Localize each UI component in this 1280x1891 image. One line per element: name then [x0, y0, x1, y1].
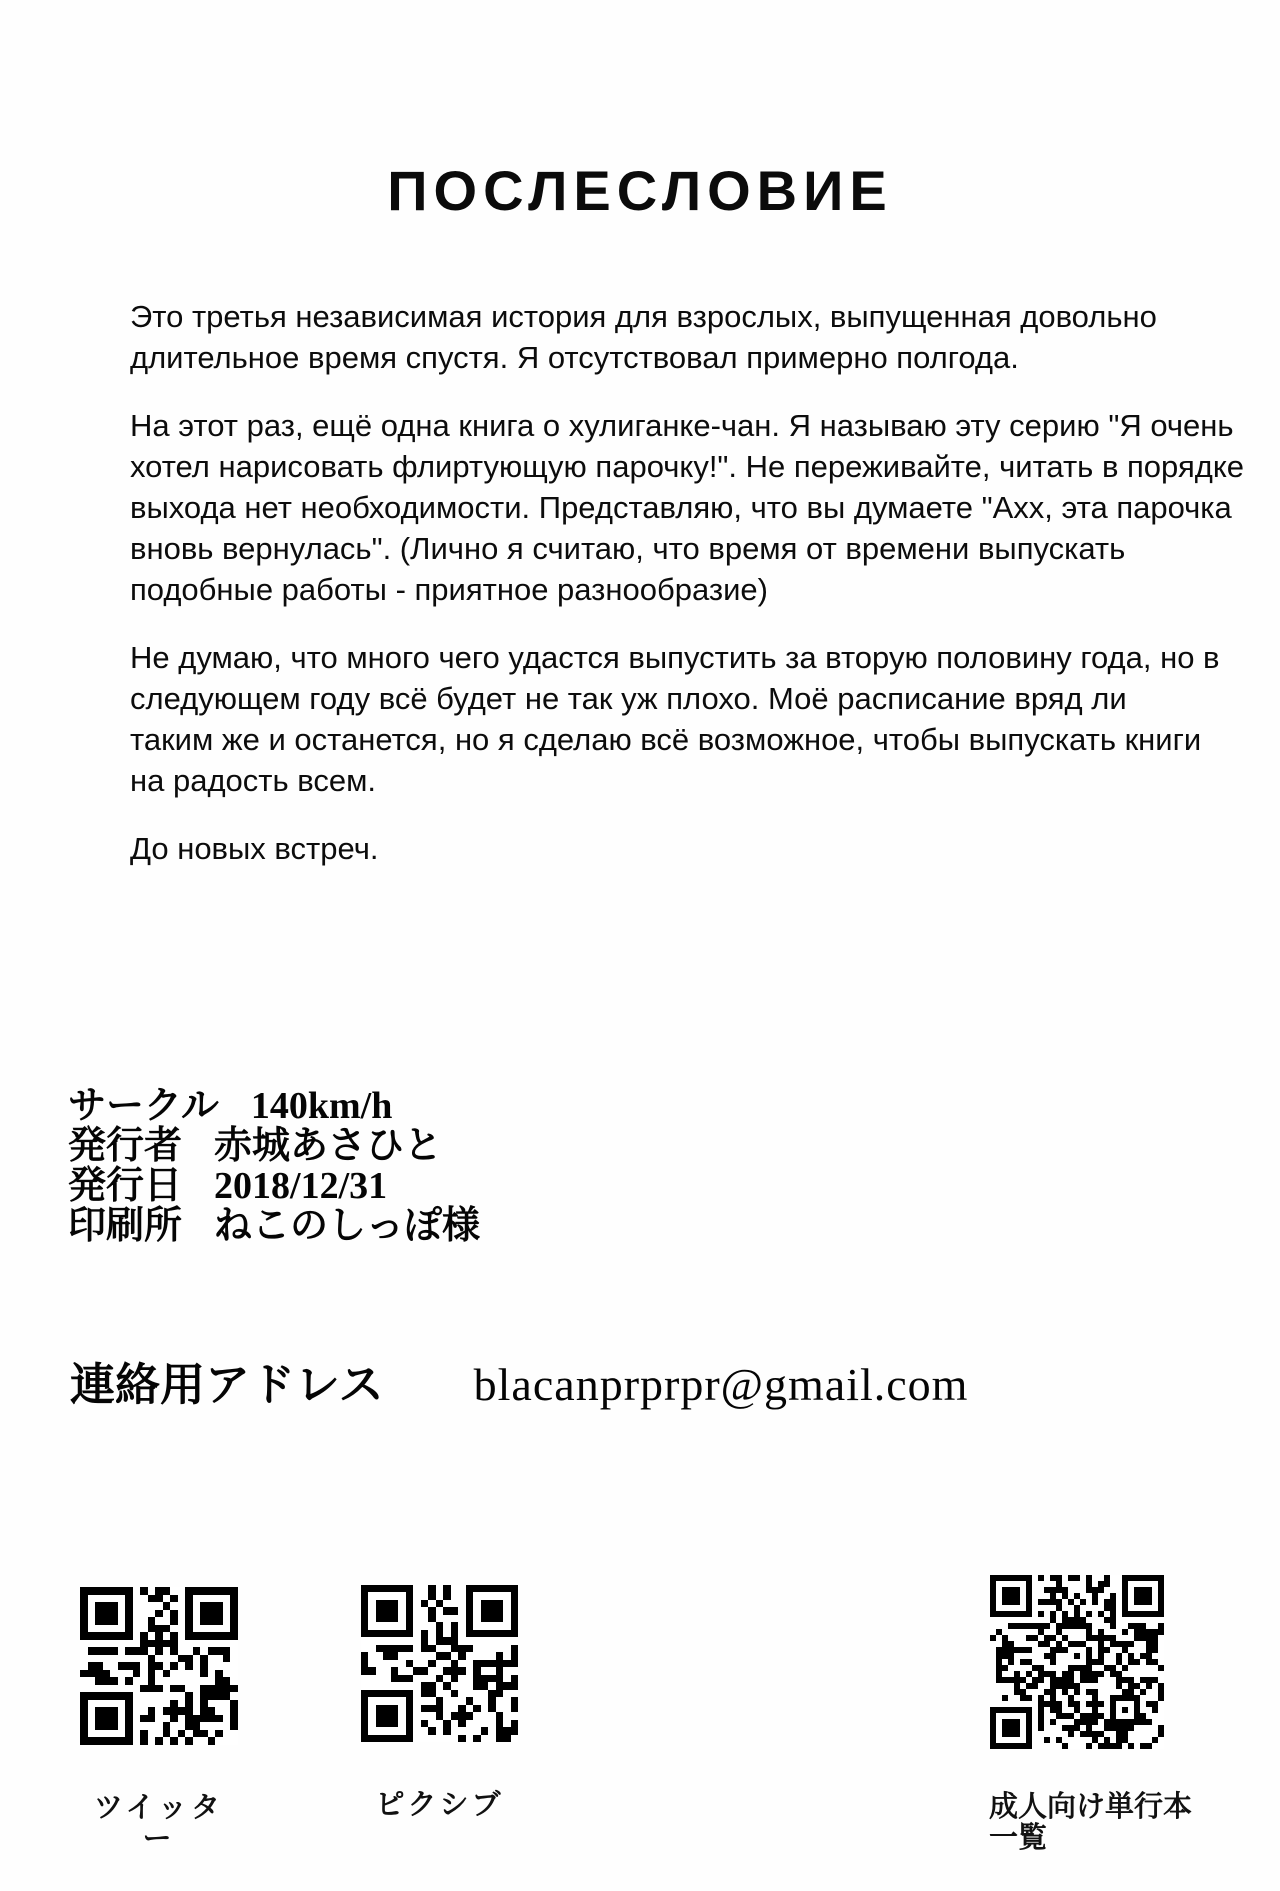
credit-label: 発行日: [68, 1165, 183, 1207]
text-line: Не думаю, что много чего удастся выпустить за вторую половину года, но в: [130, 640, 1220, 675]
qr-label-twitter: [80, 1793, 238, 1855]
text-line: На этот раз, ещё одна книга о хулиганке-чан. Я называю эту серию "Я очень: [130, 408, 1234, 443]
contact-row: [70, 1348, 968, 1413]
credit-label: 印刷所: [68, 1205, 183, 1247]
credit-value: 赤城あさひと: [214, 1125, 443, 1167]
credit-value: 140km/h: [250, 1085, 393, 1127]
qr-label-adult-tankobon-list: [989, 1792, 1219, 1854]
credit-row-publisher: [68, 1126, 480, 1166]
text-line: следующем году всё будет не так уж плохо. Моё расписание вряд ли: [130, 681, 1127, 716]
text-line: подобные работы - приятное разнообразие): [130, 572, 768, 607]
qr-code-pixiv: [361, 1585, 518, 1742]
credit-row-printer: [68, 1206, 480, 1246]
qr-label-line: 成人向け単行本: [989, 1791, 1193, 1823]
text-line: вновь вернулась". (Лично я считаю, что время от времени выпускать: [130, 531, 1126, 566]
text-line: длительное время спустя. Я отсутствовал примерно полгода.: [130, 340, 1019, 375]
text-line: на радость всем.: [130, 763, 377, 798]
credit-row-date: [68, 1166, 480, 1206]
page-title: ПОСЛЕСЛОВИЕ: [387, 159, 893, 222]
qr-label-line: ツイッター: [94, 1792, 224, 1855]
credit-value: 2018/12/31: [214, 1165, 388, 1207]
afterword-paragraph: [130, 637, 1220, 801]
credit-row-circle: [68, 1086, 480, 1126]
credit-label: サークル: [68, 1085, 219, 1127]
credits-block: [68, 1086, 480, 1246]
qr-label-pixiv: [361, 1790, 518, 1821]
text-line: Это третья независимая история для взрослых, выпущенная довольно: [130, 299, 1157, 334]
qr-code-adult-tankobon-list: [990, 1575, 1164, 1749]
credit-value: ねこのしっぽ様: [214, 1205, 481, 1247]
credit-label: 発行者: [68, 1125, 183, 1167]
qr-label-line: 一覧: [989, 1822, 1048, 1854]
text-line: До новых встреч.: [130, 831, 379, 866]
text-line: таким же и останется, но я сделаю всё возможное, чтобы выпускать книги: [130, 722, 1202, 757]
afterword-paragraph: [130, 405, 1244, 610]
qr-label-line: ピクシブ: [375, 1789, 504, 1821]
contact-label: 連絡用アドレス: [70, 1360, 384, 1410]
afterword-paragraph: [130, 296, 1205, 378]
text-line: хотел нарисовать флиртующую парочку!". Не переживайте, читать в порядке: [130, 449, 1244, 484]
text-line: выхода нет необходимости. Представляю, что вы думаете "Ахх, эта парочка: [130, 490, 1232, 525]
qr-code-twitter: [80, 1587, 238, 1745]
afterword-body: [130, 296, 1244, 869]
contact-email: blacanprprpr@gmail.com: [473, 1359, 969, 1410]
afterword-paragraph: [130, 828, 1205, 869]
